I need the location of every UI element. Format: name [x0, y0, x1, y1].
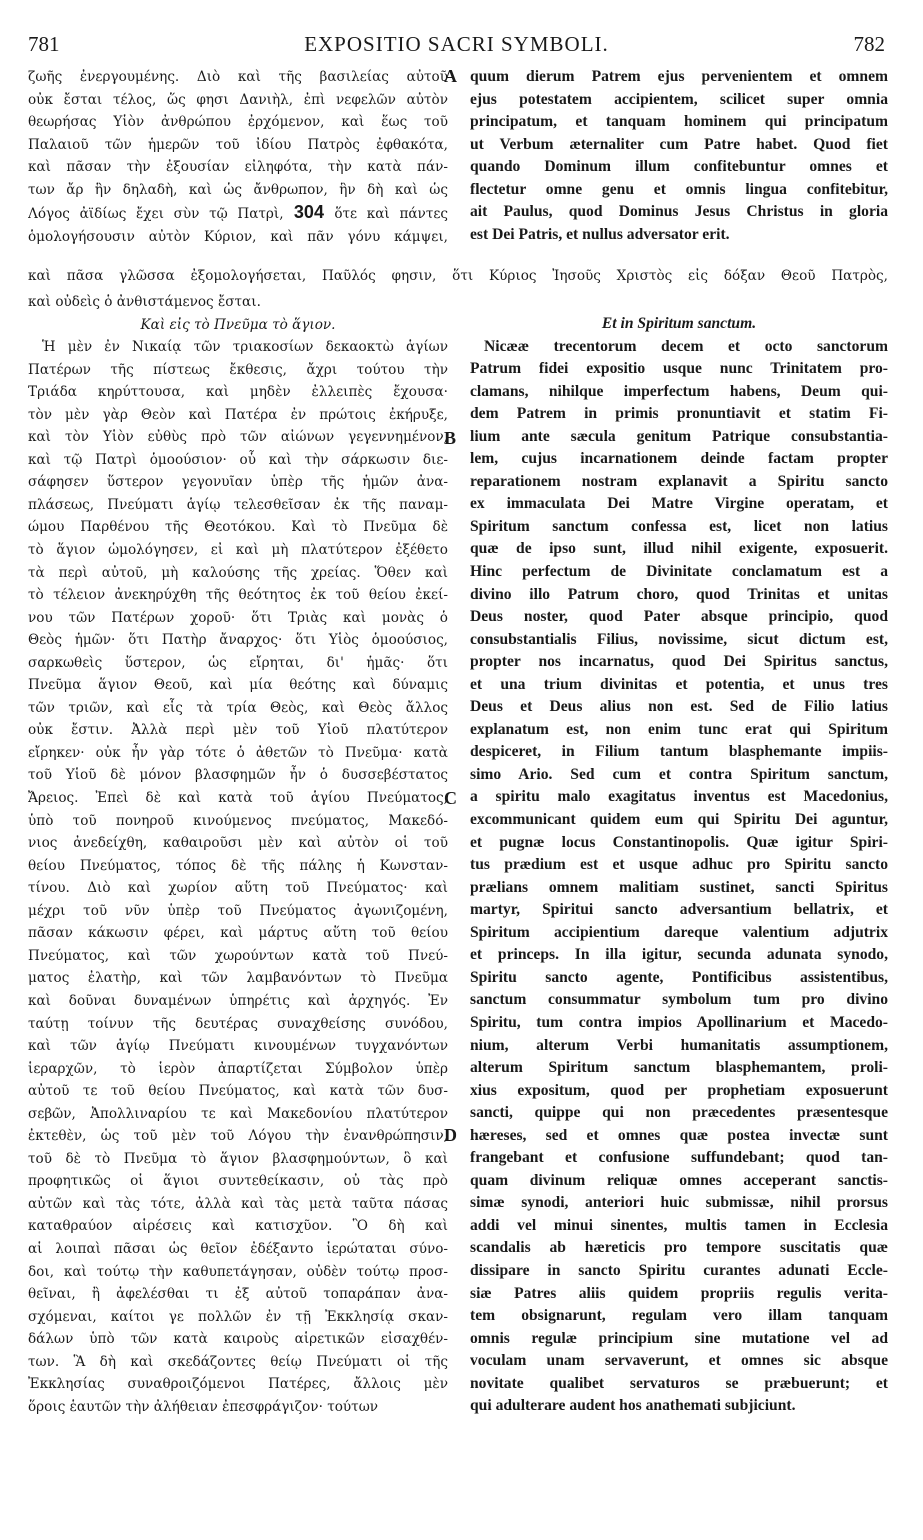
latin-line: xius expositum, quod per prophetiam exposuerunt [470, 1081, 888, 1099]
latin-line: ait Paulus, quod Dominus Jesus Christus in gloria [470, 203, 888, 221]
latin-line: reparationem nostram explanavit a Spiritu sancto [470, 472, 888, 490]
greek-line-text: ζωῆς ἐνεργουμένης. Διὸ καὶ τῆς βασιλείας αὐτοῦ [28, 69, 448, 85]
greek-line [28, 89, 448, 112]
latin-line: excommunicant quidem eum qui Spiritu Dei aguntur, [470, 811, 888, 829]
greek-top-block [28, 66, 448, 248]
latin-line: Hinc perfectum de Divinitate conclamatum est a [470, 563, 888, 581]
greek-line-tail: ὅτε καὶ πάντες [334, 206, 448, 223]
margin-marker-d: D [444, 1125, 457, 1145]
latin-line: alterum Spiritum sanctum blasphemantem, proli- [470, 1059, 888, 1077]
greek-line: αὐτοῦ τε τοῦ θείου Πνεύματος, καὶ κατὰ τῶν δυσ- [28, 1083, 448, 1100]
greek-line: εἴρηκεν· οὐκ ἦν γὰρ τότε ὁ ἀθετῶν τὸ Πνεῦμα· κατὰ [28, 744, 448, 761]
greek-line-text: των ἄρ ἣν δηλαδὴ, καὶ ὡς ἄνθρωπον, ἣν δὴ καὶ ὡς [28, 181, 448, 198]
greek-line: καὶ τῶν ἁγίῳ Πνεύματι κινουμένων τυγχανόντων [28, 1038, 448, 1055]
latin-line: propter nos incarnatus, quod Dei Spiritus sanctus, [470, 653, 888, 671]
greek-line: σάφησεν ὕστερον γεγονυῖαν ὑπὲρ τῆς ἡμῶν ἀνα- [28, 474, 448, 491]
greek-line: ὑπὸ τοῦ πονηροῦ κινούμενος πνεύματος, Μακεδό- [28, 812, 448, 829]
latin-line: Deus noster, quod Pater absque principio, quod [470, 608, 888, 626]
latin-line: et una trium divinitas et potentia, et unus tres [470, 675, 888, 693]
latin-column-lower [470, 313, 888, 1418]
greek-line: Πνεῦμα ἅγιον Θεοῦ, καὶ μία θεότης καὶ δύναμις [28, 677, 448, 694]
greek-line: νιος ἀνεδείχθη, καθαιροῦσι μὲν καὶ αὐτὸν οἱ τοῦ [28, 835, 448, 852]
latin-line: prælians omnem malitiam sustinet, sancti Spiritus [470, 878, 888, 896]
latin-line: Spiritu sancto agente, Pontificibus assistentibus, [470, 968, 888, 986]
greek-section-heading: Καὶ εἰς τὸ Πνεῦμα τὸ ἅγιον. [140, 316, 336, 333]
greek-line: νου τῶν Πατέρων χοροῦ· ὅτι Τριὰς καὶ μονὰς ὁ [28, 609, 448, 626]
latin-line: quum dierum Patrem ejus pervenientem et omnem [470, 68, 888, 85]
latin-line: frangebant et confusione suffundebant; quod tan- [470, 1149, 888, 1167]
latin-line: tus prædium est et usque adhuc pro Spiritu sancto [470, 856, 888, 874]
greek-line: τίνου. Διὸ καὶ χωρίον αὕτη τοῦ Πνεύματος· καὶ [28, 880, 448, 897]
latin-line: clamans, nihilque imperfectum habens, Deum qui- [470, 382, 888, 400]
margin-marker-a: A [444, 66, 457, 86]
full-width-line: καὶ πᾶσα γλῶσσα ἐξομολογήσεται, Παῦλός φησιν, ὅτι Κύριος Ἰησοῦς Χριστὸς εἰς δόξαν Θεοῦ Πατρὸς, [28, 268, 888, 284]
greek-line [28, 179, 448, 202]
greek-line: ματος ἐλατὴρ, καὶ τῶν λαμβανόντων τὸ Πνεῦμα [28, 970, 448, 987]
latin-line: quam divinum reliquæ omnes acceperant sanctis- [470, 1171, 888, 1189]
latin-line: despiceret, in Filium tantum blasphemante impiis- [470, 743, 888, 761]
greek-line: δοι, καὶ τούτῳ τὴν καθυπετάγησαν, οὐδὲν τούτῳ προσ- [28, 1263, 448, 1280]
left-page-number: 781 [28, 32, 60, 56]
latin-line: scandalis ab hæreticis pro tempore suscitatis quæ [470, 1239, 888, 1257]
greek-line [28, 134, 448, 157]
greek-line: ώμου Παρθένου τῆς Θεοτόκου. Καὶ τὸ Πνεῦμα δὲ [28, 519, 448, 536]
latin-line: ejus potestatem accipientem, scilicet super omnia [470, 90, 888, 108]
greek-line: πλάσεως, Πνεύματι ἁγίῳ τελεσθεῖσαν ἐκ τῆς παναμ- [28, 496, 448, 513]
latin-section-heading: Et in Spiritum sanctum. [601, 315, 757, 332]
margin-marker-c: C [444, 788, 457, 808]
latin-line: lem, cujus incarnationem deinde factam propter [470, 450, 888, 468]
greek-line: ὅροις ἑαυτῶν τὴν ἀλήθειαν ἐπεσφράγιζον· τούτων [28, 1398, 379, 1415]
latin-line: voculam unam servaverunt, et omnes sic absque [470, 1352, 888, 1370]
latin-line: et princeps. In illa igitur, secunda adunata synodo, [470, 946, 888, 964]
latin-line: dem Patrem in primis pronuntiavit et statim Fi- [470, 405, 888, 423]
greek-line: Πατέρων τῆς πίστεως ἔκθεσις, ἄχρι τούτου τὴν [28, 361, 448, 378]
greek-line [28, 226, 448, 249]
greek-line: καταθραύον αἱρέσεις καὶ κατισχῦον. Ὃ δὴ καὶ [28, 1218, 448, 1235]
latin-line: qui adulterare audent hos anathemati subjiciunt. [470, 1397, 796, 1415]
latin-line: dissipare in sancto Spiritu curantes adunati Eccle- [470, 1261, 888, 1279]
latin-line: nium, alterum Verbi humanitatis assumptionem, [470, 1036, 888, 1054]
greek-line: πᾶσαν κάκωσιν φέρει, καὶ μάρτυς αὕτη τοῦ θείου [28, 925, 448, 942]
latin-line: principatum, et tanquam hominem qui principatum [470, 113, 888, 131]
latin-line: consubstantialis Filius, novissime, sicut dictum est, [470, 630, 888, 648]
greek-line: καὶ δοῦναι δυναμένων ὑπηρέτις καὶ ἀρχηγός. Ἐν [28, 992, 448, 1009]
latin-line: quæ de ipso sunt, illud nihil exigente, exposuerit. [470, 540, 888, 558]
greek-line: τοῦ δὲ τὸ Πνεῦμα τὸ ἅγιον βλασφημούντων, ὃ καὶ [28, 1150, 448, 1167]
greek-line: Ἡ μὲν ἐν Νικαίᾳ τῶν τριακοσίων δεκαοκτὼ ἁγίων [42, 339, 448, 356]
latin-line: quando Dominum illum confitebuntur omnes et [470, 158, 888, 176]
greek-line: σεβῶν, Ἀπολλιναρίου τε καὶ Μακεδονίου πλατύτερον [28, 1105, 448, 1122]
greek-column-lower [28, 291, 448, 1418]
latin-line: Spiritu, tum contra impios Apollinarium et Macedo- [470, 1013, 888, 1031]
latin-line: flectetur omne genu et omnis lingua confitebitur, [470, 180, 888, 198]
greek-line: ἐκτεθὲν, ὡς τοῦ μὲν τοῦ Λόγου τὴν ἐνανθρώπησιν, [28, 1128, 448, 1145]
margin-marker-b: B [444, 428, 457, 448]
greek-line-text: Παλαιοῦ τῶν ἡμερῶν τοῦ ἰδίου Πατρὸς ἐφθακότα, [28, 136, 448, 153]
latin-line: sanctum consummatur symbolum tum pro divino [470, 991, 888, 1009]
latin-body-text [470, 336, 888, 1418]
greek-closing-line: καὶ οὐδεὶς ὁ ἀνθιστάμενος ἔσται. [28, 294, 261, 310]
greek-line: τοῦ Υἱοῦ δὲ μόνον βλασφημῶν ἦν ὁ δυσσεβέστατος [28, 767, 448, 784]
greek-line: σχόμεναι, καίτοι γε πολλῶν ἐν τῇ Ἐκκλησίᾳ σκαν- [28, 1308, 448, 1325]
greek-line: καὶ τὸν Υἱὸν εὐθὺς πρὸ τῶν αἰώνων γεγεννημένον, [28, 429, 448, 446]
greek-line: σαρκωθεὶς ὕστερον, ὡς εἴρηται, δι' ἡμᾶς· ὅτι [28, 654, 448, 671]
latin-line: Deus et Deus alius non est. Sed de Filio latius [470, 698, 888, 716]
latin-line: novitate qualibet servaturos se præbuerunt; et [470, 1374, 888, 1392]
greek-line-text: ὁμολογήσουσιν αὐτὸν Κύριον, καὶ πᾶν γόνυ κάμψει, [28, 228, 448, 245]
latin-line: et pugnæ locus Constantinopolis. Quæ igitur Spiri- [470, 833, 888, 851]
greek-line: οὐκ ἔστιν. Ἀλλὰ περὶ μὲν τοῦ Υἱοῦ πλατύτερον [28, 722, 448, 739]
greek-line: αὐτῶν καὶ τὰς τότε, ἀλλὰ καὶ τὰς μετὰ ταῦτα πάσας [28, 1195, 448, 1212]
latin-column [470, 66, 888, 246]
greek-line: θείου Πνεύματος, τόπος δὲ τῆς πάλης ἡ Κωνσταν- [28, 857, 448, 874]
greek-column [28, 66, 448, 248]
latin-line: a spiritu malo exagitatus inventus est Macedonius, [470, 788, 888, 806]
greek-line: Ἄρειος. Ἐπεὶ δὲ καὶ κατὰ τοῦ ἁγίου Πνεύματος, [28, 790, 448, 807]
greek-line: προφητικῶς οἱ ἅγιοι συντεθείκασιν, οὐ τὰς πρὸ [28, 1173, 448, 1190]
greek-line [28, 66, 448, 89]
greek-line: Τριάδα κηρύττουσα, καὶ μηδὲν ἐλλειπὲς ἔχουσα· [28, 384, 448, 401]
greek-line-text: οὐκ ἔσται τέλος, ὥς φησι Δανιὴλ, ἐπὶ νεφελῶν αὐτὸν [28, 91, 448, 108]
latin-line: siæ Patres aliis quidem propriis regulis verita- [470, 1284, 888, 1302]
greek-line: καὶ τῷ Πατρὶ ὁμοούσιον· οὗ καὶ τὴν σάρκωσιν διε- [28, 451, 448, 468]
latin-line: simo Ario. Sed cum et contra Spiritum sanctum, [470, 765, 888, 783]
greek-line: τὸ ἅγιον ὡμολόγησεν, εἰ καὶ μὴ πλατύτερον ἐξέθετο [28, 542, 448, 559]
latin-line: Spiritum accipientium dareque valentium adjutrix [470, 923, 888, 941]
greek-line: δάλων ὑπὸ τῶν κατὰ καιροὺς αἱρετικῶν εἰσαχθέν- [28, 1331, 448, 1348]
latin-line: Spiritum sanctum confessa est, licet non latius [470, 517, 888, 535]
greek-line: Θεὸς ἡμῶν· ὅτι Πατὴρ ἄναρχος· ὅτι Υἱὸς ὁμοούσιος, [28, 632, 448, 649]
greek-line-text: θεωρήσας Υἱὸν ἀνθρώπου ἐρχόμενον, καὶ ἕως τοῦ [28, 114, 448, 131]
greek-line-text: καὶ πᾶσαν τὴν ἐξουσίαν εἰληφότα, τὴν κατὰ πάν- [28, 159, 448, 176]
latin-line: est Dei Patris, et nullus adversator erit. [470, 225, 730, 243]
greek-line [28, 156, 448, 179]
greek-line: ἱεραρχῶν, τὸ ἱερὸν ἀπαρτίζεται Σύμβολον ὑπὲρ [28, 1060, 448, 1077]
running-title: EXPOSITIO SACRI SYMBOLI. [304, 32, 609, 56]
greek-line [28, 201, 448, 226]
latin-line: tem obsignarunt, regulam vero illam tanquam [470, 1307, 888, 1325]
migne-column-number: 304 [283, 202, 335, 223]
greek-line: των. Ἃ δὴ καὶ σκεδάζοντες θείῳ Πνεύματι οἱ τῆς [28, 1353, 448, 1370]
greek-line: Ἐκκλησίας συναθροιζόμενοι Πατέρες, ἄλλοις μὲν [28, 1376, 448, 1393]
latin-line: lium ante sæcula genitum Patrique consubstantia- [470, 427, 888, 445]
greek-line: τὸ τέλειον ἀνεκηρύχθη τῆς θεότητος ἐκ τοῦ θείου ἐκεί- [28, 587, 448, 604]
latin-line: simæ synodi, anteriori huic submissæ, nihil prorsus [470, 1194, 888, 1212]
running-header [28, 32, 885, 58]
latin-line: sancti, quippe qui non præcedentes præsentesque [470, 1104, 888, 1122]
latin-top-block [470, 66, 888, 246]
greek-line [28, 111, 448, 134]
greek-line: τὸν μὲν γὰρ Θεὸν καὶ Πατέρα ἐν πρώτοις ἐκήρυξε, [28, 406, 448, 423]
greek-body-text [28, 336, 448, 1418]
latin-line: hæreses, sed et omnes quæ postea invectæ sunt [470, 1126, 888, 1144]
latin-line: martyr, Spiritui sancto adversantium bellatrix, et [470, 901, 888, 919]
greek-line-text: Λόγος ἀϊδίως ἔχει σὺν τῷ Πατρὶ, [28, 206, 284, 223]
greek-line: τῶν τριῶν, καὶ εἷς τὰ τρία Θεὸς, καὶ Θεὸς ἄλλος [28, 699, 448, 716]
latin-line: omnis regulæ principium sine mutatione vel ad [470, 1329, 888, 1347]
greek-line: τὰ περὶ αὐτοῦ, μὴ καλούσης τῆς χρείας. Ὅθεν καὶ [28, 564, 448, 581]
greek-line: μέχρι τοῦ νῦν ὑπὲρ τοῦ Πνεύματος ἀγωνιζομένη, [28, 902, 448, 919]
latin-line: Patrum fidei expositio usque nunc Trinitatem pro- [470, 360, 888, 378]
greek-line: Πνεύματος, καὶ τῶν χωρούντων κατὰ τοῦ Πνεύ- [28, 947, 448, 964]
latin-line: divino illo Patrum choro, quod Trinitas et unitas [470, 585, 888, 603]
greek-line: θεῖναι, ἢ ἀφελέσθαι τι ἐξ αὐτοῦ τοπαράπαν ἀνα- [28, 1286, 448, 1303]
right-page-number: 782 [853, 32, 885, 56]
latin-line: addi vel minui sinentes, multis tamen in Ecclesia [470, 1216, 888, 1234]
greek-line: αἱ λοιπαὶ πᾶσαι ὡς θεῖον ἐδέξαντο ἱερώταται σύνο- [28, 1240, 448, 1257]
latin-line: ut Verbum æternaliter cum Patre habet. Quod fiet [470, 135, 888, 153]
latin-line: ex immaculata Dei Matre Virgine operatam, et [470, 495, 888, 513]
greek-line: ταύτῃ τοίνυν τῆς δευτέρας συναχθείσης συνόδου, [28, 1015, 448, 1032]
latin-line: Nicææ trecentorum decem et octo sanctorum [484, 337, 888, 355]
latin-line: explanatum est, non enim tunc erat qui Spiritum [470, 720, 888, 738]
